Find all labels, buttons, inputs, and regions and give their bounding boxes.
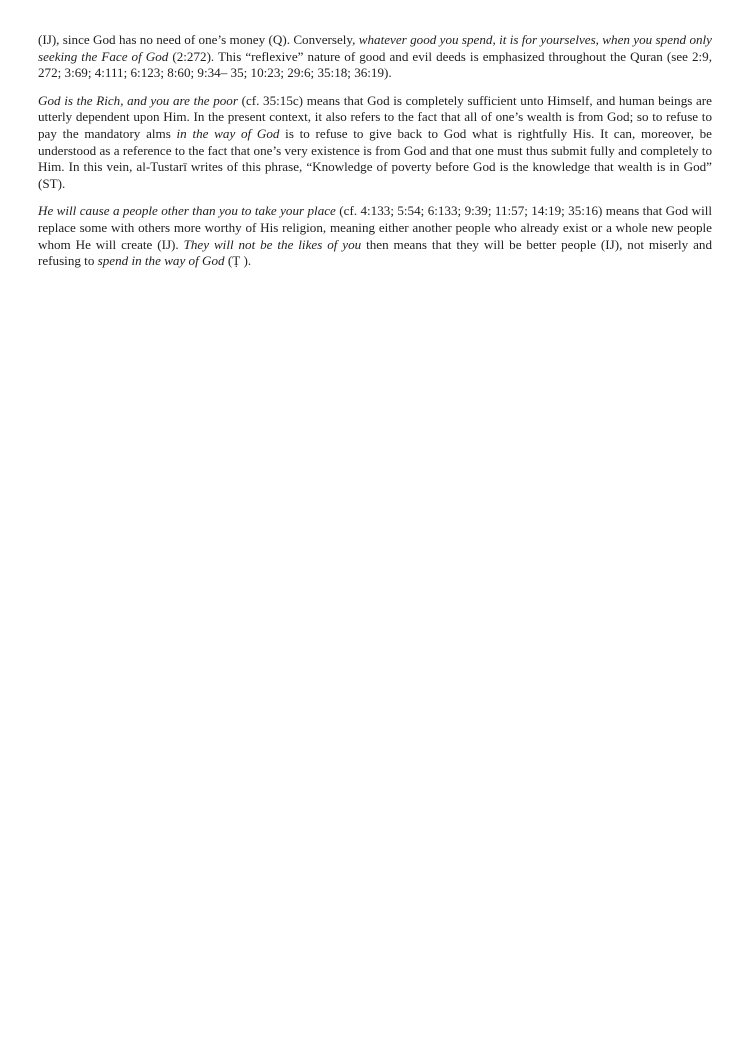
text-run: (Ṭ ). [224,253,252,269]
italic-text-run: spend in the way of God [97,253,225,269]
italic-text-run: He will cause a people other than you to take your place [38,203,336,219]
italic-text-run: in the way of God [176,125,280,141]
text-run: (cf. 4:133; 5:54; 6:133; 9:39; 11:57; 14:19; 35:16) means that God will replace some with others more worthy of His religion, meaning either another people who already exist or a whole new people whom He will create (IJ). [38,203,712,252]
italic-text-run: God is the Rich, and you are the poor [38,92,238,108]
text-run: (cf. 35:15c) means that God is completely sufficient unto Himself, and human beings are utterly dependent upon Him. In the present context, it also refers to the fact that all of one’s wealth is from God; so to refuse to pay the mandatory alms [38,92,712,141]
text-run: (2:272). This “reflexive” nature of good and evil deeds is emphasized throughout the Quran (see 2:9, 272; 3:69; 4:111; 6:123; 8:60; 9:34– 35; 10:23; 29:6; 35:18; 36:19). [38,48,712,81]
text-run: (IJ), since God has no need of one’s money (Q). Conversely, [38,32,359,47]
text-run: then means that they will be better people (IJ), not miserly and refusing to [38,236,712,269]
paragraph [38,93,712,193]
italic-text-run: They will not be the likes of you [183,236,362,252]
text-run: is to refuse to give back to God what is rightfully His. It can, moreover, be understood as a reference to the fact that one’s very existence is from God and that one must thus submit fully and completely to Him. In this vein, al-Tustarī writes of this phrase, “Knowledge of poverty before God is the knowledge that wealth is in God” (ST). [38,125,712,191]
italic-text-run: whatever good you spend, it is for yourselves, when you spend only seeking the Face of God [38,32,712,64]
commentary-text-block [38,32,712,281]
paragraph [38,32,712,82]
paragraph [38,203,712,269]
